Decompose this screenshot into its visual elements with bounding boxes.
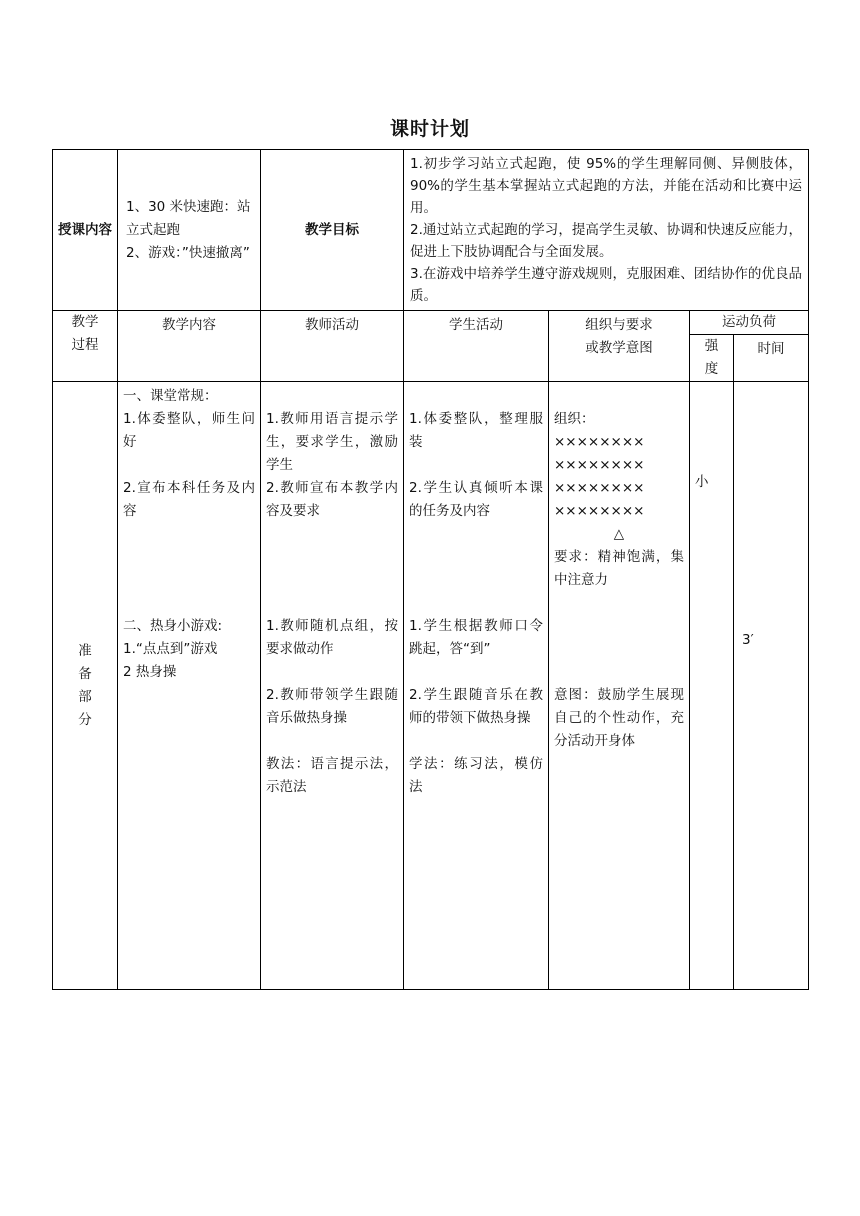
formation-row: ×××××××× xyxy=(554,457,645,473)
header-load: 运动负荷 xyxy=(690,311,809,335)
goal-item: 2.通过站立式起跑的学习，提高学生灵敏、协调和快速反应能力，促进上下肢协调配合与全面发展。 xyxy=(410,222,803,260)
formation-row: ×××××××× xyxy=(554,480,645,496)
lesson-plan-table xyxy=(52,149,809,990)
formation-row: ×××××××× xyxy=(554,434,645,450)
header-organization: 组织与要求 或教学意图 xyxy=(549,311,690,382)
section-time: 3′ xyxy=(734,382,809,990)
header-student: 学生活动 xyxy=(404,311,549,382)
section-teacher: 1.教师用语言提示学生，要求学生，激励学生 2.教师宣布本教学内容及要求 1.教师随机点组，按要求做动作 2.教师带领学生跟随音乐做热身操 教法：语言提示法，示范法 xyxy=(261,382,404,990)
content-label: 授课内容 xyxy=(53,150,118,311)
prep-section-row xyxy=(53,382,809,990)
formation-row: ×××××××× xyxy=(554,503,645,519)
section-intensity: 小 xyxy=(690,382,734,990)
header-process: 教学过程 xyxy=(53,311,118,382)
header-time: 时间 xyxy=(734,335,809,382)
goal-item: 1.初步学习站立式起跑，使 95%的学生理解同侧、异侧肢体， 90%的学生基本掌握站立式起跑的方法，并能在活动和比赛中运用。 xyxy=(410,156,803,216)
top-row xyxy=(53,150,809,311)
goal-label: 教学目标 xyxy=(261,150,404,311)
goal-item: 3.在游戏中培养学生遵守游戏规则，克服困难、团结协作的优良品质。 xyxy=(410,266,803,304)
page-title: 课时计划 xyxy=(389,118,470,140)
section-organization: 组织： ×××××××× ×××××××× ×××××××× ×××××××× △ 要求：精神饱满，集中注意力 意图：鼓励学生展现自己的个性动作，充分活动开身体 xyxy=(549,382,690,990)
header-teacher: 教师活动 xyxy=(261,311,404,382)
content-items xyxy=(118,150,261,311)
teacher-position-icon: △ xyxy=(613,526,625,542)
header-row xyxy=(53,311,809,335)
section-content: 一、课堂常规： 1.体委整队，师生问好 2.宣布本科任务及内容 二、热身小游戏: 1.“点点到”游戏 2 热身操 xyxy=(118,382,261,990)
section-student: 1.体委整队，整理服装 2.学生认真倾听本课的任务及内容 1.学生根据教师口令跳起，答“到” 2.学生跟随音乐在教师的带领下做热身操 学法：练习法，模仿法 xyxy=(404,382,549,990)
content-item: 2、游戏：”快速撤离” xyxy=(126,244,250,261)
section-label: 准 备 部 分 xyxy=(53,382,118,990)
header-content: 教学内容 xyxy=(118,311,261,382)
content-item: 1、30 米快速跑：站立式起跑 xyxy=(126,198,251,238)
goals-cell xyxy=(404,150,809,311)
header-intensity: 强度 xyxy=(690,335,734,382)
